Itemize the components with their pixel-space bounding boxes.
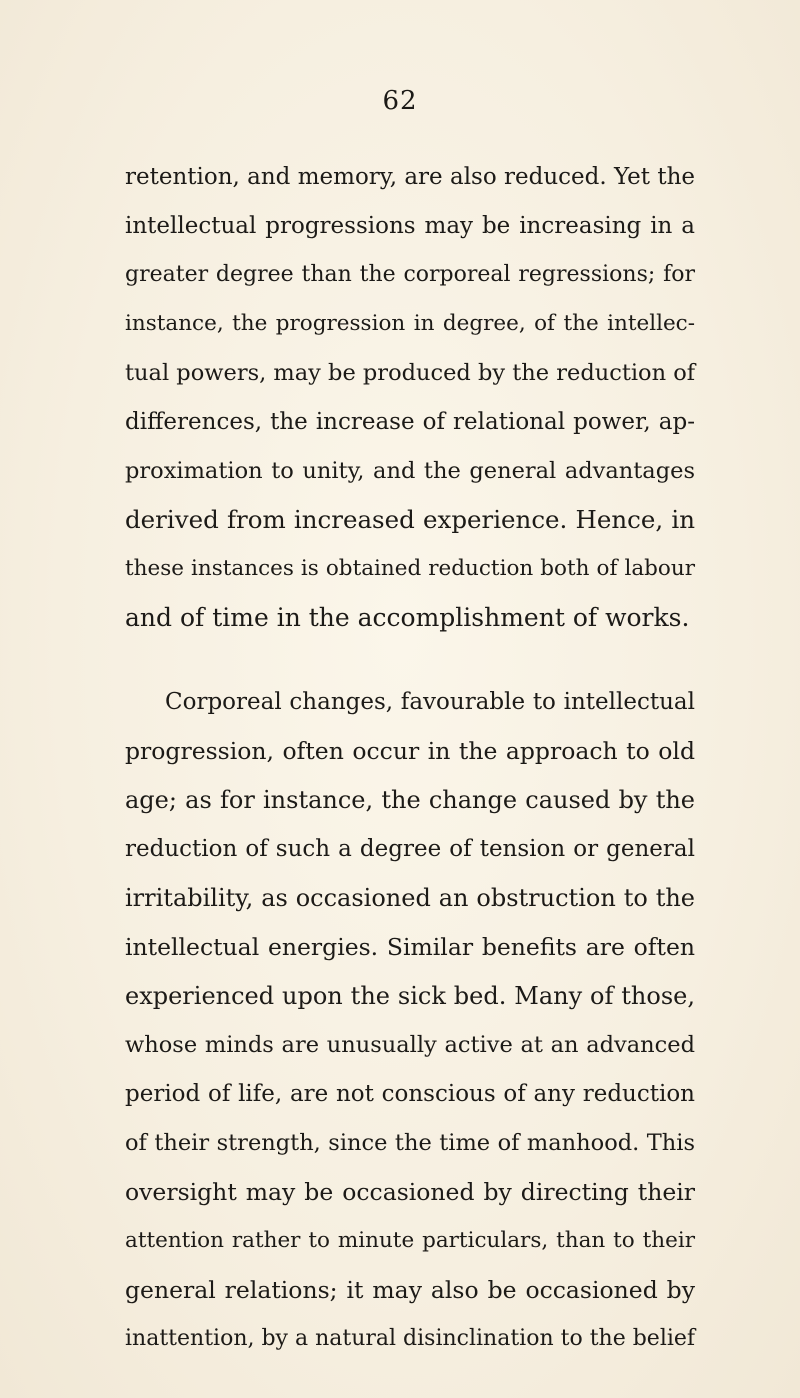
text-line: of their strength, since the time of manhood. This	[125, 1130, 695, 1156]
text-line: oversight may be occasioned by directing their	[125, 1178, 695, 1206]
text-line: and of time in the accomplishment of works.	[125, 603, 690, 632]
text-line: irritability, as occasioned an obstruction to the	[125, 884, 695, 912]
text-line: tual powers, may be produced by the reduction of	[125, 360, 696, 386]
text-line: retention, and memory, are also reduced. Yet the	[125, 164, 696, 190]
text-line: instance, the progression in degree, of the intellec-	[125, 311, 695, 336]
text-line: proximation to unity, and the general advantages	[125, 458, 695, 484]
text-line: differences, the increase of relational power, ap-	[125, 409, 695, 435]
text-line: intellectual energies. Similar benefits are often	[125, 933, 695, 961]
text-line: period of life, are not conscious of any reduction	[125, 1081, 695, 1107]
text-line: derived from increased experience. Hence, in	[125, 505, 695, 534]
text-line: Corporeal changes, favourable to intellectual	[165, 689, 695, 715]
page-number: 62	[382, 86, 418, 116]
text-line: attention rather to minute particulars, than to their	[125, 1228, 695, 1253]
text-line: inattention, by a natural disinclination to the belief	[125, 1326, 696, 1351]
text-line: general relations; it may also be occasioned by	[125, 1276, 695, 1304]
text-line: greater degree than the corporeal regressions; for	[125, 262, 695, 287]
text-line: experienced upon the sick bed. Many of those,	[125, 982, 695, 1010]
text-line: age; as for instance, the change caused by the	[125, 786, 695, 814]
text-line: whose minds are unusually active at an advanced	[125, 1032, 695, 1058]
text-line: intellectual progressions may be increasing in a	[125, 213, 695, 239]
text-line: reduction of such a degree of tension or general	[125, 836, 695, 862]
text-line: progression, often occur in the approach to old	[125, 737, 695, 765]
text-line: these instances is obtained reduction both of labour	[125, 556, 695, 581]
